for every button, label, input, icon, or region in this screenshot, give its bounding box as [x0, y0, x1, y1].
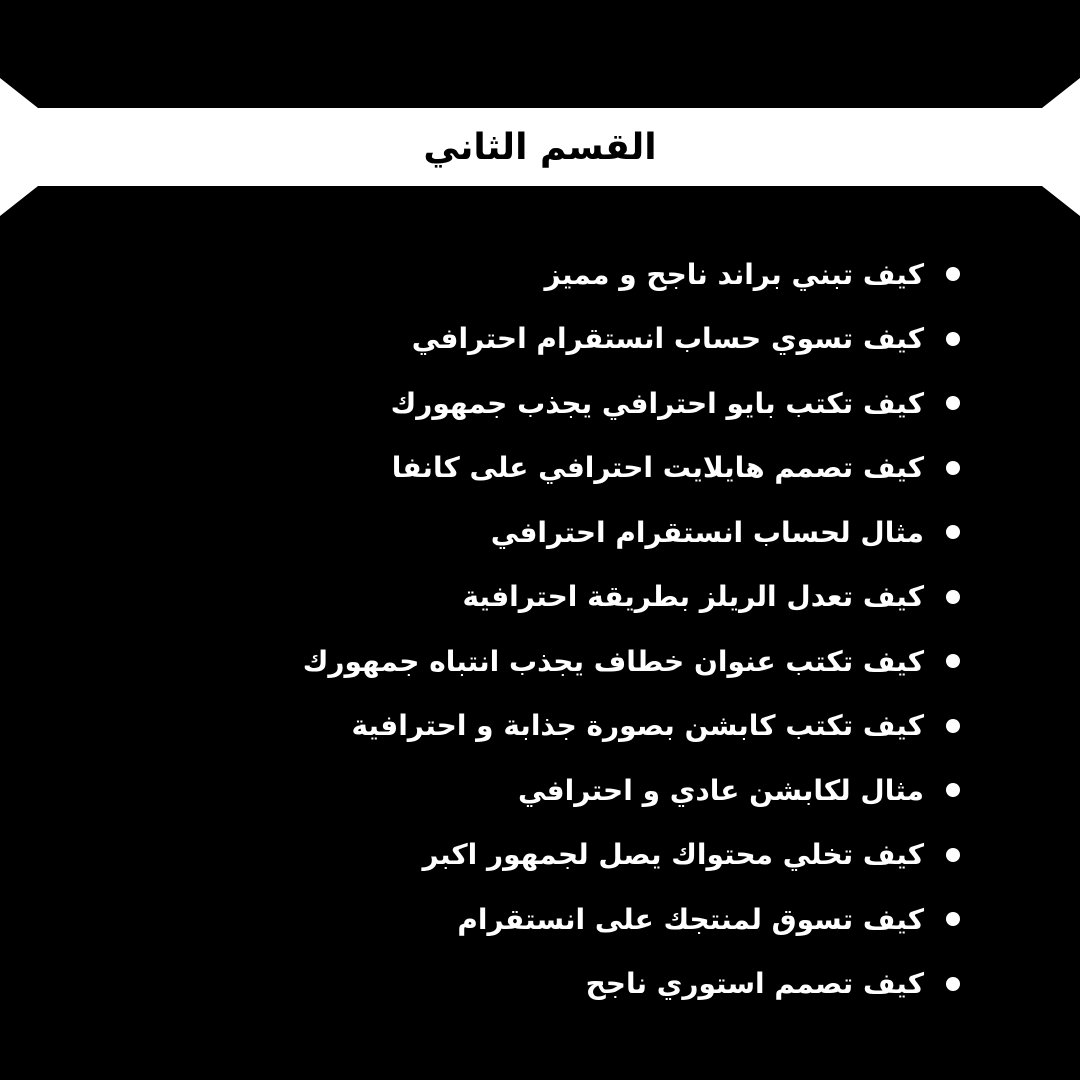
topic-text: مثال لحساب انستقرام احترافي — [490, 515, 924, 549]
list-item — [303, 242, 960, 307]
topic-text: كيف تكتب كابشن بصورة جذابة و احترافية — [351, 709, 924, 743]
topic-text: كيف تسوي حساب انستقرام احترافي — [411, 322, 924, 356]
topic-list — [303, 242, 960, 1016]
topic-text: كيف تكتب بايو احترافي يجذب جمهورك — [390, 386, 924, 420]
bullet-icon — [946, 332, 960, 346]
bullet-icon — [946, 848, 960, 862]
bullet-icon — [946, 267, 960, 281]
bullet-icon — [946, 977, 960, 991]
topic-text: كيف تبني براند ناجح و مميز — [544, 257, 924, 291]
list-item — [303, 694, 960, 759]
topic-text: كيف تسوق لمنتجك على انستقرام — [457, 902, 924, 936]
list-item — [303, 307, 960, 372]
topic-text: مثال لكابشن عادي و احترافي — [517, 773, 924, 807]
topic-text: كيف تعدل الريلز بطريقة احترافية — [462, 580, 924, 614]
bullet-icon — [946, 783, 960, 797]
list-item — [303, 952, 960, 1017]
topic-text: كيف تكتب عنوان خطاف يجذب انتباه جمهورك — [302, 644, 924, 678]
list-item — [303, 500, 960, 565]
list-item — [303, 823, 960, 888]
list-item — [303, 371, 960, 436]
topic-text: كيف تصمم هايلايت احترافي على كانفا — [391, 451, 924, 485]
list-item — [303, 565, 960, 630]
list-item — [303, 629, 960, 694]
topic-text: كيف تصمم استوري ناجح — [585, 967, 924, 1001]
bullet-icon — [946, 461, 960, 475]
list-item — [303, 887, 960, 952]
bullet-icon — [946, 654, 960, 668]
list-item — [303, 436, 960, 501]
list-item — [303, 758, 960, 823]
bullet-icon — [946, 590, 960, 604]
bullet-icon — [946, 719, 960, 733]
section-title: القسم الثاني — [423, 126, 657, 168]
bullet-icon — [946, 396, 960, 410]
bullet-icon — [946, 912, 960, 926]
bullet-icon — [946, 525, 960, 539]
topic-text: كيف تخلي محتواك يصل لجمهور اكبر — [422, 838, 924, 872]
